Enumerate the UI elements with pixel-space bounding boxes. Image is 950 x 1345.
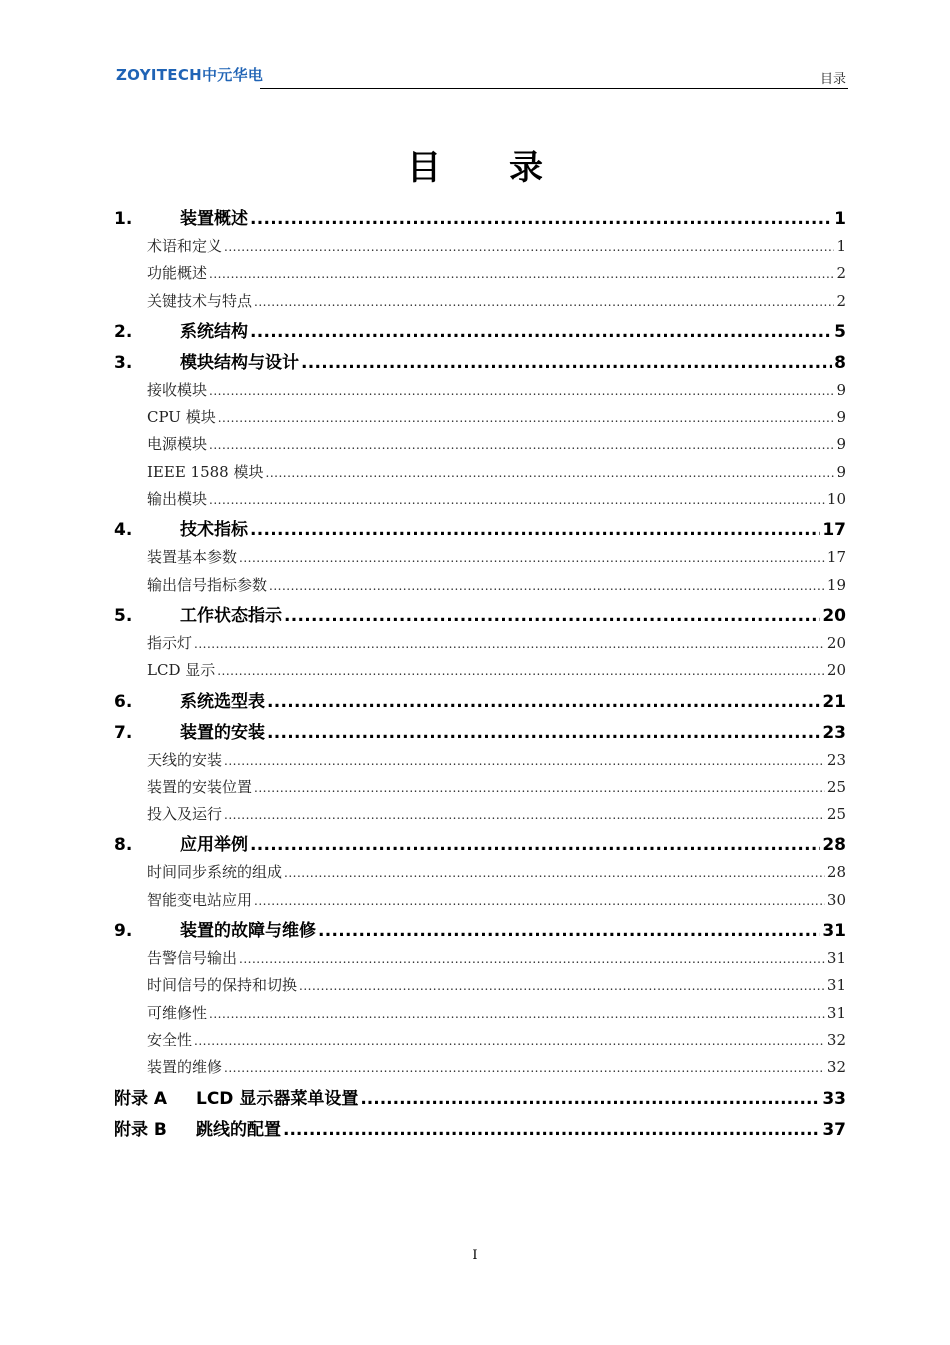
toc-entry-page: 21 bbox=[822, 691, 846, 712]
toc-entry-page: 1 bbox=[836, 237, 846, 255]
toc-entry-page: 9 bbox=[836, 462, 846, 481]
toc-entry-page: 25 bbox=[826, 777, 846, 796]
header-rule bbox=[260, 88, 848, 89]
toc-entry-title: CPU 模块 bbox=[147, 408, 216, 427]
toc-entry-title: 装置的维修 bbox=[147, 1058, 223, 1077]
toc-subentry[interactable] bbox=[114, 889, 846, 916]
toc-entry-title: 可维修性 bbox=[147, 1003, 208, 1022]
toc-entry-title: 智能变电站应用 bbox=[147, 890, 253, 909]
toc-dot-leader bbox=[254, 894, 825, 908]
toc-dot-leader bbox=[250, 520, 820, 540]
toc-entry-page: 9 bbox=[836, 435, 846, 454]
toc-entry-page: 17 bbox=[822, 520, 846, 541]
toc-entry-title: 关键技术与特点 bbox=[147, 291, 253, 310]
toc-dot-leader bbox=[209, 438, 834, 452]
page-title-left: 目 bbox=[407, 148, 441, 188]
toc-dot-leader bbox=[269, 579, 825, 593]
toc-entry[interactable] bbox=[114, 916, 846, 947]
toc-entry-page: 2 bbox=[836, 291, 846, 310]
toc-entry-page: 31 bbox=[826, 976, 846, 995]
toc-entry-title: 输出模块 bbox=[147, 490, 208, 509]
toc-subentry[interactable] bbox=[114, 1056, 846, 1083]
toc-entry-number: 9. bbox=[114, 921, 133, 942]
toc-dot-leader bbox=[267, 692, 820, 712]
toc-entry-title: 装置的安装位置 bbox=[147, 777, 253, 796]
toc-subentry[interactable] bbox=[114, 262, 846, 289]
toc-dot-leader bbox=[301, 353, 832, 373]
toc-subentry[interactable] bbox=[114, 290, 846, 317]
toc-entry-title: 时间信号的保持和切换 bbox=[147, 976, 298, 995]
toc-dot-leader bbox=[224, 808, 825, 822]
company-logo: ZOYITECH中元华电 bbox=[116, 66, 264, 84]
toc-entry-number: 1. bbox=[114, 209, 133, 229]
toc-entry-page: 23 bbox=[822, 722, 846, 743]
toc-dot-leader bbox=[217, 664, 825, 678]
toc-subentry[interactable] bbox=[114, 488, 846, 515]
toc-dot-leader bbox=[284, 606, 820, 626]
toc-entry-title: 装置概述 bbox=[180, 209, 248, 229]
toc-dot-leader bbox=[250, 322, 832, 342]
toc-entry-title: 工作状态指示 bbox=[180, 605, 282, 626]
page-title bbox=[0, 140, 950, 189]
toc-entry-page: 30 bbox=[826, 890, 846, 909]
toc-dot-leader bbox=[318, 921, 820, 941]
toc-entry-title: 输出信号指标参数 bbox=[147, 575, 268, 594]
toc-entry-title: 技术指标 bbox=[180, 520, 248, 541]
toc-dot-leader bbox=[209, 267, 834, 281]
toc-dot-leader bbox=[250, 835, 820, 855]
toc-dot-leader bbox=[360, 1089, 820, 1109]
toc-dot-leader bbox=[284, 866, 825, 880]
toc-subentry[interactable] bbox=[114, 749, 846, 776]
toc-entry-page: 19 bbox=[826, 575, 846, 594]
toc-entry-page: 37 bbox=[822, 1119, 846, 1140]
toc-dot-leader bbox=[267, 723, 820, 743]
toc-subentry[interactable] bbox=[114, 803, 846, 830]
toc-entry-title: IEEE 1588 模块 bbox=[147, 462, 264, 481]
toc-dot-leader bbox=[239, 551, 825, 565]
toc-entry-page: 32 bbox=[826, 1030, 846, 1049]
toc-dot-leader bbox=[224, 754, 825, 768]
toc-subentry[interactable] bbox=[114, 974, 846, 1001]
toc-entry-page: 10 bbox=[826, 490, 846, 509]
toc-entry-title: 功能概述 bbox=[147, 264, 208, 283]
toc-entry-title: 系统选型表 bbox=[180, 691, 265, 712]
toc-entry-page: 5 bbox=[834, 321, 846, 342]
toc-entry-title: 跳线的配置 bbox=[196, 1119, 281, 1140]
toc-entry[interactable] bbox=[114, 1084, 846, 1115]
toc-entry-title: 投入及运行 bbox=[147, 805, 223, 824]
page-title-right: 录 bbox=[509, 148, 543, 188]
toc-entry-title: 告警信号输出 bbox=[147, 949, 238, 968]
toc-entry-title: 装置的故障与维修 bbox=[180, 921, 316, 942]
toc-subentry[interactable] bbox=[114, 235, 846, 262]
toc-dot-leader bbox=[239, 952, 825, 966]
toc-subentry[interactable] bbox=[114, 776, 846, 803]
toc-entry-number: 4. bbox=[114, 520, 133, 541]
toc-dot-leader bbox=[254, 295, 834, 309]
toc-entry-number: 8. bbox=[114, 835, 133, 856]
toc-entry-page: 1 bbox=[834, 209, 846, 229]
toc-entry-title: 指示灯 bbox=[147, 633, 193, 652]
toc-subentry[interactable] bbox=[114, 433, 846, 460]
toc-dot-leader bbox=[224, 240, 834, 254]
toc-entry-title: 时间同步系统的组成 bbox=[147, 863, 283, 882]
toc-entry-page: 9 bbox=[836, 408, 846, 427]
toc-entry[interactable] bbox=[114, 601, 846, 632]
toc-subentry[interactable] bbox=[114, 659, 846, 686]
toc-entry-page: 20 bbox=[826, 661, 846, 680]
header-section-label: 目录 bbox=[819, 72, 846, 87]
toc-entry-number: 5. bbox=[114, 605, 133, 626]
toc-dot-leader bbox=[194, 637, 825, 651]
toc-entry[interactable] bbox=[114, 204, 846, 235]
toc-entry-title: 装置的安装 bbox=[180, 722, 265, 743]
toc-entry-title: 安全性 bbox=[147, 1030, 193, 1049]
toc-subentry[interactable] bbox=[114, 1002, 846, 1029]
toc-subentry[interactable] bbox=[114, 546, 846, 573]
toc-entry-page: 28 bbox=[822, 835, 846, 856]
toc-dot-leader bbox=[224, 1061, 825, 1075]
toc-subentry[interactable] bbox=[114, 379, 846, 406]
toc-entry[interactable] bbox=[114, 515, 846, 546]
page-header bbox=[116, 62, 848, 90]
toc-entry-page: 23 bbox=[826, 750, 846, 769]
toc-subentry[interactable] bbox=[114, 861, 846, 888]
toc-entry-title: 电源模块 bbox=[147, 435, 208, 454]
toc-dot-leader bbox=[250, 209, 832, 229]
toc-entry-number: 附录 A bbox=[114, 1088, 168, 1109]
toc-entry[interactable] bbox=[114, 348, 846, 379]
toc-entry-title: 术语和定义 bbox=[147, 237, 223, 255]
toc-entry-title: LCD 显示器菜单设置 bbox=[196, 1088, 359, 1109]
toc-dot-leader bbox=[209, 1007, 825, 1021]
toc-entry-title: 接收模块 bbox=[147, 380, 208, 399]
toc-dot-leader bbox=[254, 781, 825, 795]
toc-entry-title: 应用举例 bbox=[180, 835, 248, 856]
toc-entry-page: 8 bbox=[834, 352, 846, 373]
toc-entry-title: 系统结构 bbox=[180, 321, 248, 342]
toc-subentry[interactable] bbox=[114, 406, 846, 433]
toc-dot-leader bbox=[299, 979, 825, 993]
toc-entry-number: 2. bbox=[114, 321, 133, 342]
toc-entry-number: 6. bbox=[114, 691, 133, 712]
toc-entry-page: 31 bbox=[826, 1003, 846, 1022]
toc-subentry[interactable] bbox=[114, 574, 846, 601]
table-of-contents bbox=[114, 204, 846, 1146]
toc-dot-leader bbox=[283, 1120, 820, 1140]
toc-subentry[interactable] bbox=[114, 1029, 846, 1056]
toc-entry-number: 3. bbox=[114, 352, 133, 373]
toc-entry-page: 9 bbox=[836, 380, 846, 399]
toc-entry-page: 20 bbox=[822, 605, 846, 626]
toc-entry[interactable] bbox=[114, 687, 846, 718]
toc-dot-leader bbox=[266, 466, 835, 480]
toc-entry-number: 7. bbox=[114, 722, 133, 743]
toc-entry-title: 天线的安装 bbox=[147, 750, 223, 769]
toc-entry-number: 附录 B bbox=[114, 1119, 167, 1140]
toc-entry-page: 2 bbox=[836, 264, 846, 283]
toc-entry-page: 31 bbox=[822, 921, 846, 942]
toc-entry-page: 17 bbox=[826, 548, 846, 567]
page-number: I bbox=[472, 1248, 478, 1263]
toc-dot-leader bbox=[209, 384, 834, 398]
toc-entry-page: 32 bbox=[826, 1058, 846, 1077]
toc-entry-page: 25 bbox=[826, 805, 846, 824]
toc-entry-page: 20 bbox=[826, 633, 846, 652]
toc-entry[interactable] bbox=[114, 718, 846, 749]
toc-subentry[interactable] bbox=[114, 632, 846, 659]
toc-entry[interactable] bbox=[114, 317, 846, 348]
toc-entry-title: LCD 显示 bbox=[147, 661, 216, 680]
toc-dot-leader bbox=[218, 411, 835, 425]
toc-entry-page: 31 bbox=[826, 949, 846, 968]
toc-dot-leader bbox=[209, 493, 825, 507]
toc-subentry[interactable] bbox=[114, 461, 846, 488]
toc-entry-title: 装置基本参数 bbox=[147, 548, 238, 567]
toc-entry[interactable] bbox=[114, 830, 846, 861]
toc-entry-title: 模块结构与设计 bbox=[180, 352, 299, 373]
toc-entry[interactable] bbox=[114, 1115, 846, 1146]
toc-subentry[interactable] bbox=[114, 947, 846, 974]
toc-entry-page: 28 bbox=[826, 863, 846, 882]
toc-entry-page: 33 bbox=[822, 1088, 846, 1109]
toc-dot-leader bbox=[194, 1034, 825, 1048]
